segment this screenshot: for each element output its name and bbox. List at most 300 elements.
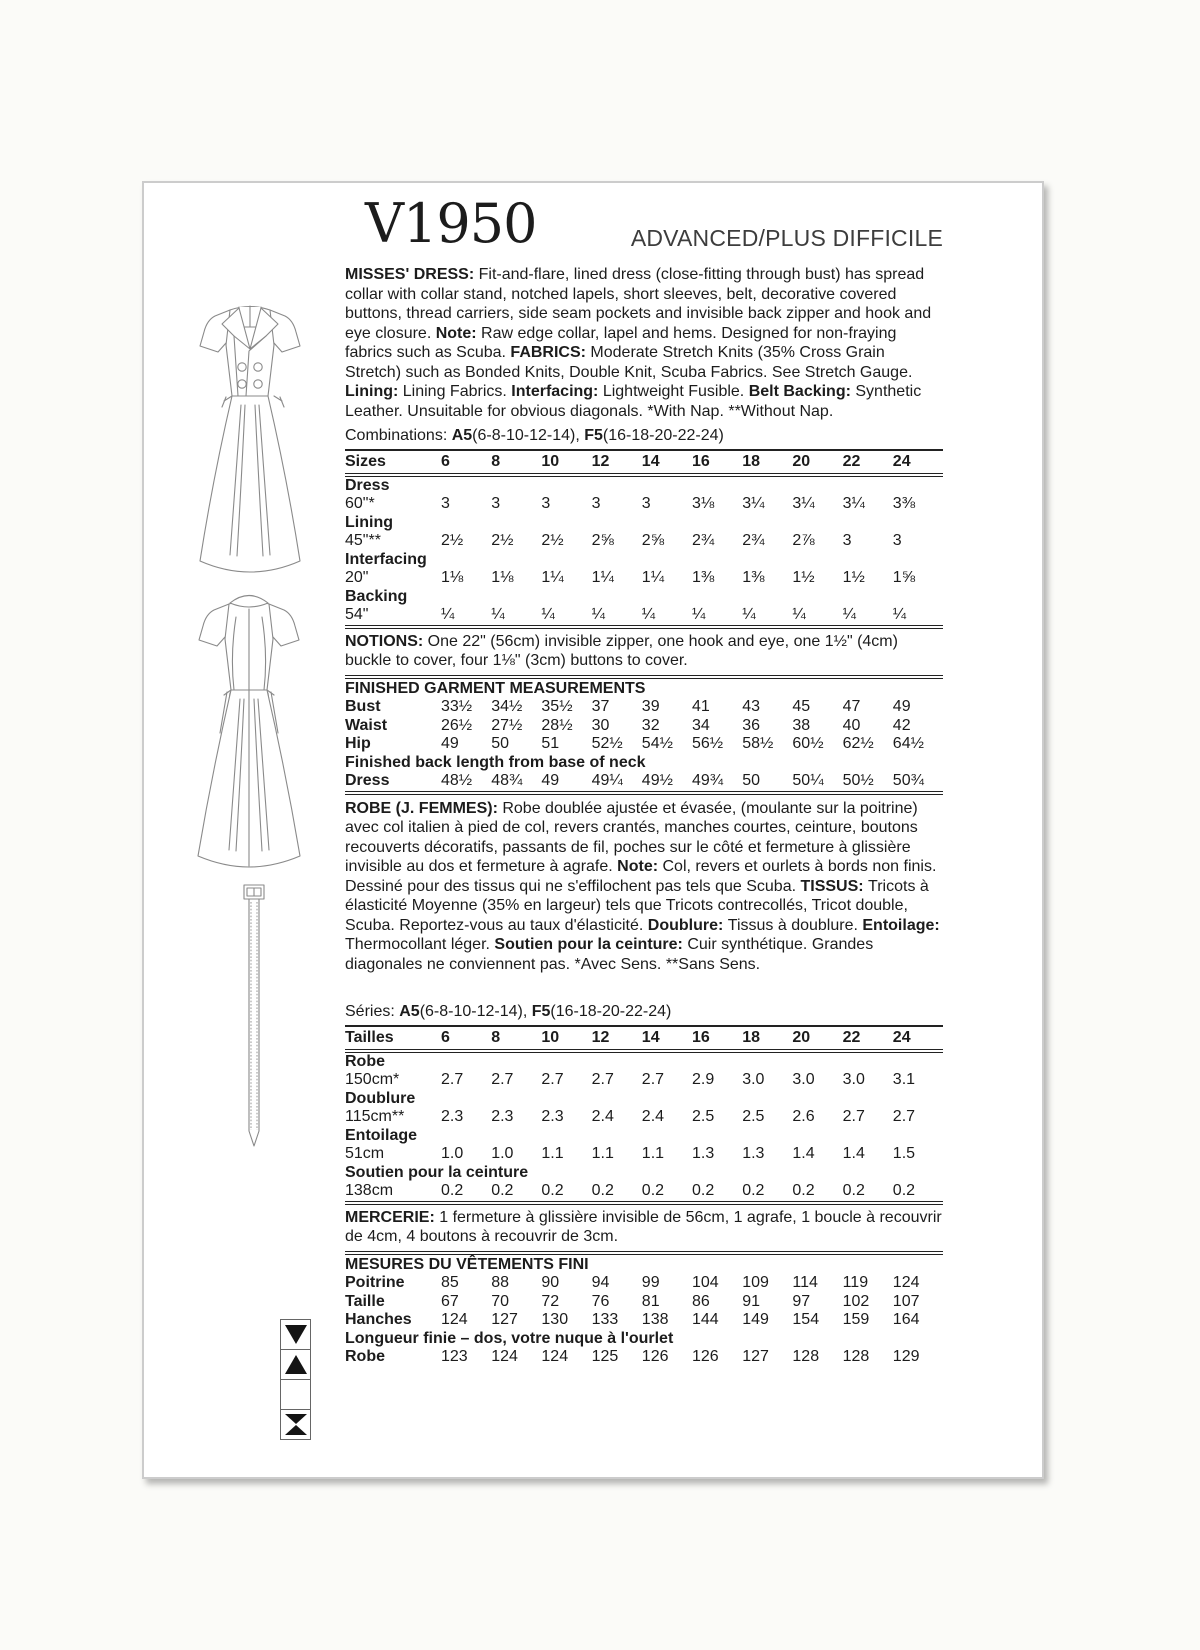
table-cell: 50¾ (892, 772, 924, 789)
row-label: 138cm (345, 1182, 394, 1199)
hourglass-shape (285, 1414, 307, 1435)
text-segment: One 22" (56cm) invisible zipper, one hook and eye, one 1½" (4cm) buckle to cover, four 1⅛" (3cm) buttons to cover. (345, 632, 898, 669)
table-cell: 2½ (491, 532, 514, 549)
table-row (345, 514, 943, 533)
table-cell: 0.2 (742, 1182, 765, 1199)
table-cell: 164 (892, 1311, 920, 1328)
description-english (345, 263, 943, 421)
table-cell: 54½ (641, 735, 673, 752)
table-cell: 2¾ (742, 532, 765, 549)
row-label: Hanches (345, 1311, 412, 1328)
table-cell: 128 (792, 1348, 820, 1365)
row-label: Robe (345, 1348, 385, 1365)
bold-text-segment: MERCERIE: (345, 1208, 440, 1226)
table-cell: 2.5 (742, 1108, 765, 1125)
bold-text-segment: Soutien pour la ceinture: (494, 936, 688, 953)
table-cell: 30 (591, 716, 610, 734)
table-cell: 47 (842, 698, 861, 715)
table-cell: 128 (842, 1348, 870, 1365)
table-cell: 2.7 (441, 1071, 464, 1088)
text-segment: 1 fermeture à glissière invisible de 56cm, 1 agrafe, 1 boucle à recouvrir de 4cm, 4 boutons à recouvrir de 3cm. (345, 1208, 942, 1245)
table-cell: 99 (641, 1274, 660, 1291)
table-cell: 0.2 (842, 1182, 865, 1199)
table-cell: 3 (591, 495, 601, 512)
table-cell: 1⅝ (892, 569, 916, 586)
table-cell: 2.6 (792, 1108, 815, 1125)
table-cell: 109 (742, 1274, 769, 1291)
description-french (345, 799, 943, 975)
category-label: Backing (345, 587, 408, 605)
category-label: Entoilage (345, 1126, 418, 1144)
table-cell: 70 (491, 1292, 509, 1310)
table-cell: 49¾ (692, 772, 724, 789)
text-segment: Synthetic Leather. Unsuitable for obvious diagonals. *With Nap. **Without Nap. (345, 383, 922, 420)
table-cell: 1⅛ (441, 569, 464, 586)
table-cell: 2⅝ (591, 532, 614, 549)
table-cell: 35½ (541, 698, 573, 715)
table-cell: 42 (892, 716, 911, 734)
table-cell: 1¼ (591, 569, 614, 586)
table-cell: 125 (591, 1348, 619, 1365)
table-bottom-rule (345, 625, 943, 629)
text-segment: Lining Fabrics. (402, 383, 512, 400)
table-cell: 50½ (842, 772, 874, 789)
size-header: 24 (892, 452, 911, 470)
text-segment: (16-18-20-22-24) (550, 1003, 672, 1020)
table-cell: 3.0 (792, 1071, 815, 1088)
text-segment: Thermocollant léger. (345, 936, 495, 953)
table-cell: 124 (491, 1348, 518, 1365)
table-row (345, 606, 943, 625)
text-segment: Lightweight Fusible. (602, 383, 749, 400)
category-label: Doublure (345, 1089, 416, 1107)
category-label: Finished back length from base of neck (345, 753, 646, 771)
bold-text-segment: Belt Backing: (748, 383, 856, 400)
size-header: 10 (541, 452, 560, 470)
table-cell: 0.2 (692, 1182, 715, 1199)
table-cell: 2.5 (692, 1108, 715, 1125)
table-cell: 2½ (441, 532, 464, 549)
table-cell: 3 (491, 495, 501, 512)
table-cell: 2½ (541, 532, 564, 549)
text-segment: (6-8-10-12-14), (472, 427, 585, 444)
row-label: 150cm* (345, 1071, 400, 1088)
table-row (345, 1127, 943, 1146)
table-cell: 0.2 (491, 1182, 514, 1199)
section-rule (345, 791, 943, 795)
finished-measurements-title-en: FINISHED GARMENT MEASUREMENTS (345, 679, 646, 697)
table-row (345, 1071, 943, 1090)
text-segment: Tissus à doublure. (727, 916, 863, 934)
table-cell: ¼ (742, 606, 756, 623)
table-cell: 126 (692, 1348, 719, 1365)
table-cell: 2.7 (591, 1071, 614, 1088)
table-cell: 0.2 (441, 1182, 464, 1199)
table-cell: 1¼ (641, 569, 665, 586)
table-cell: 149 (742, 1311, 769, 1328)
table-row (345, 772, 943, 791)
bold-text-segment: TISSUS: (800, 877, 869, 895)
text-segment: Fit-and-flare, lined dress (close-fitting through bust) has spread collar with collar stand, notched lapels, short sleeves, belt, decorative covered buttons, thread carriers, side seam pockets and invisible back zipper and hook and eye closure. (345, 266, 932, 342)
bold-text-segment: MISSES' DRESS: (345, 266, 479, 283)
table-row (345, 717, 943, 736)
table-cell: 60½ (792, 735, 824, 752)
text-segment: Tricots à élasticité Moyenne (35% en largeur) tels que Tricots contrecollés, Tricot double, Scuba. Reportez-vous au taux d'élasticité. (345, 877, 929, 934)
row-label: 60"* (345, 495, 375, 512)
table-cell: 94 (591, 1274, 610, 1291)
table-cell: 127 (491, 1311, 518, 1328)
bold-text-segment: F5 (584, 427, 603, 444)
finished-measurements-table-fr (345, 1274, 943, 1367)
table-cell: 127 (742, 1348, 769, 1365)
combinations-line (345, 426, 943, 446)
row-label: 45"** (345, 532, 381, 549)
table-cell: 49 (892, 698, 911, 715)
row-label: 115cm** (345, 1108, 405, 1125)
table-cell: 32 (641, 716, 660, 734)
row-label: Poitrine (345, 1274, 405, 1291)
table-cell: 2⅞ (792, 532, 815, 549)
table-cell: 45 (792, 698, 811, 715)
size-header: 12 (591, 1028, 610, 1046)
size-header: 6 (441, 1028, 450, 1046)
size-header: 14 (641, 452, 660, 470)
category-label: Lining (345, 513, 393, 531)
table-cell: 48½ (441, 772, 473, 789)
table-cell: 3⅜ (892, 495, 916, 512)
table-row (345, 1348, 943, 1367)
category-label: Dress (345, 476, 390, 494)
table-row (345, 735, 943, 754)
category-label: Soutien pour la ceinture (345, 1163, 529, 1181)
table-cell: 3⅛ (692, 495, 715, 512)
table-cell: 107 (892, 1292, 920, 1310)
table-cell: 81 (641, 1292, 660, 1310)
table-header-row (345, 451, 943, 473)
table-cell: 3 (641, 495, 651, 512)
table-cell: ¼ (541, 606, 555, 623)
table-cell: 0.2 (541, 1182, 564, 1199)
table-cell: 3.0 (742, 1071, 765, 1088)
table-row (345, 569, 943, 588)
table-cell: 159 (842, 1311, 870, 1328)
bold-text-segment: Note: (435, 324, 482, 342)
size-label-header: Tailles (345, 1028, 394, 1046)
table-cell: 76 (591, 1292, 610, 1310)
bold-text-segment: ROBE (J. FEMMES): (345, 799, 503, 817)
belt-illustration (239, 883, 269, 1155)
table-cell: 0.2 (792, 1182, 815, 1199)
table-cell: 49½ (641, 772, 673, 789)
table-cell: 26½ (441, 716, 473, 734)
table-cell: 1⅜ (742, 569, 765, 586)
table-cell: 49 (541, 772, 560, 789)
table-cell: 52½ (591, 735, 623, 752)
bold-text-segment: Entoilage: (862, 916, 940, 934)
table-row (345, 698, 943, 717)
bold-text-segment: A5 (399, 1003, 420, 1020)
bold-text-segment: Note: (617, 858, 663, 875)
table-row (345, 1293, 943, 1312)
table-cell: 86 (692, 1292, 710, 1310)
bold-text-segment: Interfacing: (511, 383, 603, 400)
table-cell: 67 (441, 1292, 459, 1310)
table-cell: 34½ (491, 698, 523, 715)
table-cell: 34 (692, 716, 710, 734)
size-header: 6 (441, 452, 450, 470)
table-row (345, 551, 943, 570)
table-cell: 1.3 (692, 1145, 715, 1162)
table-cell: 50 (491, 735, 509, 752)
category-label: Interfacing (345, 550, 427, 568)
table-cell: 3¼ (742, 495, 765, 512)
table-cell: 48¾ (491, 772, 523, 789)
size-header: 10 (541, 1028, 560, 1046)
table-cell: 102 (842, 1292, 870, 1310)
text-segment: Combinations: (345, 427, 452, 444)
row-label: 51cm (345, 1145, 385, 1162)
text-segment: Séries: (345, 1003, 400, 1020)
table-cell: ¼ (641, 606, 656, 623)
table-cell: 50 (742, 772, 760, 789)
table-cell: 119 (842, 1274, 869, 1291)
table-cell: ¼ (792, 606, 806, 623)
table-cell: ¼ (842, 606, 856, 623)
table-cell: 1⅜ (692, 569, 715, 586)
table-cell: 33½ (441, 698, 473, 715)
table-cell: 2.7 (842, 1108, 865, 1125)
table-cell: 27½ (491, 716, 523, 734)
table-cell: 123 (441, 1348, 468, 1365)
bold-text-segment: Doublure: (647, 916, 728, 934)
table-row (345, 495, 943, 514)
table-cell: ¼ (892, 606, 907, 623)
table-cell: ¼ (441, 606, 455, 623)
table-cell: 91 (742, 1292, 760, 1310)
table-cell: 58½ (742, 735, 774, 752)
table-cell: 51 (541, 735, 560, 752)
table-cell: 1.1 (591, 1145, 614, 1162)
table-cell: 1.1 (541, 1145, 564, 1162)
table-cell: 28½ (541, 716, 573, 734)
table-cell: 1.0 (441, 1145, 464, 1162)
table-cell: 0.2 (591, 1182, 614, 1199)
table-cell: 2.7 (541, 1071, 564, 1088)
table-cell: 3 (541, 495, 551, 512)
text-segment: (16-18-20-22-24) (602, 427, 724, 444)
mercerie-line (345, 1208, 943, 1247)
table-cell: 43 (742, 698, 760, 715)
bold-text-segment: FABRICS: (510, 344, 591, 361)
table-cell: 49¼ (591, 772, 623, 789)
finished-measurements-table-en (345, 698, 943, 791)
size-header: 22 (842, 1028, 861, 1046)
table-cell: 130 (541, 1311, 569, 1328)
table-cell: 2¾ (692, 532, 715, 549)
table-cell: 37 (591, 698, 610, 715)
table-cell: 1.0 (491, 1145, 514, 1162)
table-cell: 90 (541, 1274, 560, 1291)
table-cell: 88 (491, 1274, 509, 1291)
table-cell: 0.2 (641, 1182, 665, 1199)
finished-measurements-title-fr: MESURES DU VÊTEMENTS FINI (345, 1255, 589, 1273)
notions-line (345, 632, 943, 671)
blank-shape (285, 1385, 307, 1405)
size-header: 8 (491, 452, 501, 470)
row-label: 20" (345, 569, 369, 586)
table-cell: 2.7 (491, 1071, 514, 1088)
table-cell: 2.4 (641, 1108, 665, 1125)
table-cell: 154 (792, 1311, 820, 1328)
table-cell: 126 (641, 1348, 669, 1365)
size-header: 20 (792, 1028, 811, 1046)
bold-text-segment: A5 (451, 427, 473, 444)
table-cell: 40 (842, 716, 861, 734)
table-cell: 1.5 (892, 1145, 916, 1162)
table-cell: 2.7 (641, 1071, 665, 1088)
size-header: 8 (491, 1028, 501, 1046)
table-cell: 144 (692, 1311, 719, 1328)
table-cell: 114 (792, 1274, 818, 1291)
table-row (345, 1145, 943, 1164)
table-cell: 41 (692, 698, 710, 715)
table-cell: 3.0 (842, 1071, 865, 1088)
row-label: Hip (345, 735, 371, 752)
table-cell: 3 (892, 532, 902, 549)
hourglass-icon (280, 1410, 311, 1440)
table-cell: 1.4 (842, 1145, 865, 1162)
table-cell: 85 (441, 1274, 459, 1291)
dress-back-illustration (184, 585, 314, 870)
table-cell: 1.3 (742, 1145, 765, 1162)
text-segment: Col, revers et ourlets à bords non finis. Dessiné pour des tissus qui ne s'effilochent pas tels que Scuba. (345, 858, 937, 895)
size-header: 16 (692, 452, 710, 470)
table-cell: 2.3 (491, 1108, 514, 1125)
text-segment: (6-8-10-12-14), (419, 1003, 532, 1020)
table-cell: 2.9 (692, 1071, 715, 1088)
table-row (345, 1311, 943, 1330)
table-cell: 2.3 (541, 1108, 564, 1125)
table-row (345, 588, 943, 607)
table-cell: 3¼ (842, 495, 865, 512)
table-cell: 1¼ (541, 569, 564, 586)
dress-front-illustration (189, 293, 311, 575)
table-cell: 3¼ (792, 495, 815, 512)
size-header: 22 (842, 452, 861, 470)
table-bottom-rule (345, 1201, 943, 1205)
size-header: 18 (742, 452, 760, 470)
row-label: Taille (345, 1292, 385, 1310)
text-segment: Robe doublée ajustée et évasée, (moulante sur la poitrine) avec col italien à pied de col, revers crantés, manches courtes, ceinture, boutons recouverts décoratifs, passants de fil, poches sur le côté et fermeture à glissière invisible au dos et fermeture à agrafe. (345, 799, 918, 875)
table-cell: ¼ (692, 606, 706, 623)
size-header: 14 (641, 1028, 660, 1046)
size-header: 18 (742, 1028, 760, 1046)
size-label-header: Sizes (345, 452, 386, 470)
table-cell: 38 (792, 716, 811, 734)
series-line (345, 1002, 943, 1022)
table-cell: 138 (641, 1311, 669, 1328)
table-row (345, 754, 943, 773)
row-label: Dress (345, 772, 390, 789)
table-cell: 36 (742, 716, 760, 734)
table-row (345, 532, 943, 551)
bold-text-segment: Lining: (345, 383, 403, 400)
table-cell: 72 (541, 1292, 560, 1310)
blank-icon (280, 1380, 311, 1410)
table-cell: ¼ (491, 606, 505, 623)
table-cell: 1.4 (792, 1145, 815, 1162)
table-row (345, 1274, 943, 1293)
table-cell: 124 (541, 1348, 569, 1365)
nap-symbol-strip (280, 1319, 311, 1440)
table-cell: 50¼ (792, 772, 824, 789)
text-segment: Moderate Stretch Knits (35% Cross Grain Stretch) such as Bonded Knits, Double Knit, Scuba Fabrics. See Stretch Gauge. (345, 344, 913, 381)
row-label: Bust (345, 698, 381, 715)
table-cell: 2⅝ (641, 532, 665, 549)
bold-text-segment: NOTIONS: (345, 632, 428, 650)
size-header: 20 (792, 452, 811, 470)
table-cell: 3 (842, 532, 852, 549)
pattern-envelope-back (142, 181, 1044, 1479)
category-label: Robe (345, 1052, 385, 1070)
table-row (345, 1164, 943, 1183)
bold-text-segment: F5 (531, 1003, 551, 1020)
row-label: 54" (345, 606, 369, 623)
table-cell: 64½ (892, 735, 924, 752)
table-row (345, 1330, 943, 1349)
table-cell: 124 (892, 1274, 920, 1291)
table-cell: 1½ (842, 569, 865, 586)
table-cell: 97 (792, 1292, 811, 1310)
size-header: 12 (591, 452, 610, 470)
table-cell: 1½ (792, 569, 815, 586)
yardage-table-french (345, 1027, 943, 1201)
table-cell: 2.4 (591, 1108, 614, 1125)
triangle-up-icon (280, 1350, 311, 1380)
table-cell: 124 (441, 1311, 468, 1328)
table-row (345, 477, 943, 496)
table-cell: 133 (591, 1311, 619, 1328)
table-cell: 3.1 (892, 1071, 916, 1088)
table-cell: 3 (441, 495, 450, 512)
table-row (345, 1090, 943, 1109)
table-cell: 1.1 (641, 1145, 665, 1162)
size-header: 24 (892, 1028, 911, 1046)
text-segment: Cuir synthétique. Grandes diagonales ne conviennent pas. *Avec Sens. **Sans Sens. (345, 936, 874, 973)
table-row (345, 1108, 943, 1127)
table-cell: 1⅛ (491, 569, 514, 586)
pattern-number: V1950 (365, 192, 537, 255)
table-cell: ¼ (591, 606, 605, 623)
main-text-column (345, 263, 943, 1367)
size-header: 16 (692, 1028, 710, 1046)
table-cell: 0.2 (892, 1182, 916, 1199)
table-cell: 129 (892, 1348, 920, 1365)
triangle-down-icon (280, 1319, 311, 1350)
row-label: Waist (345, 716, 388, 734)
table-cell: 62½ (842, 735, 874, 752)
category-label: Longueur finie – dos, votre nuque à l'ourlet (345, 1329, 674, 1347)
table-cell: 104 (692, 1274, 719, 1291)
table-cell: 56½ (692, 735, 724, 752)
table-cell: 2.7 (892, 1108, 916, 1125)
table-header-row (345, 1027, 943, 1049)
triangle-down-shape (285, 1325, 307, 1344)
yardage-table-english (345, 451, 943, 625)
triangle-up-shape (285, 1355, 307, 1374)
text-segment: Raw edge collar, lapel and hems. Designed for non-fraying fabrics such as Scuba. (345, 324, 897, 361)
table-cell: 49 (441, 735, 459, 752)
